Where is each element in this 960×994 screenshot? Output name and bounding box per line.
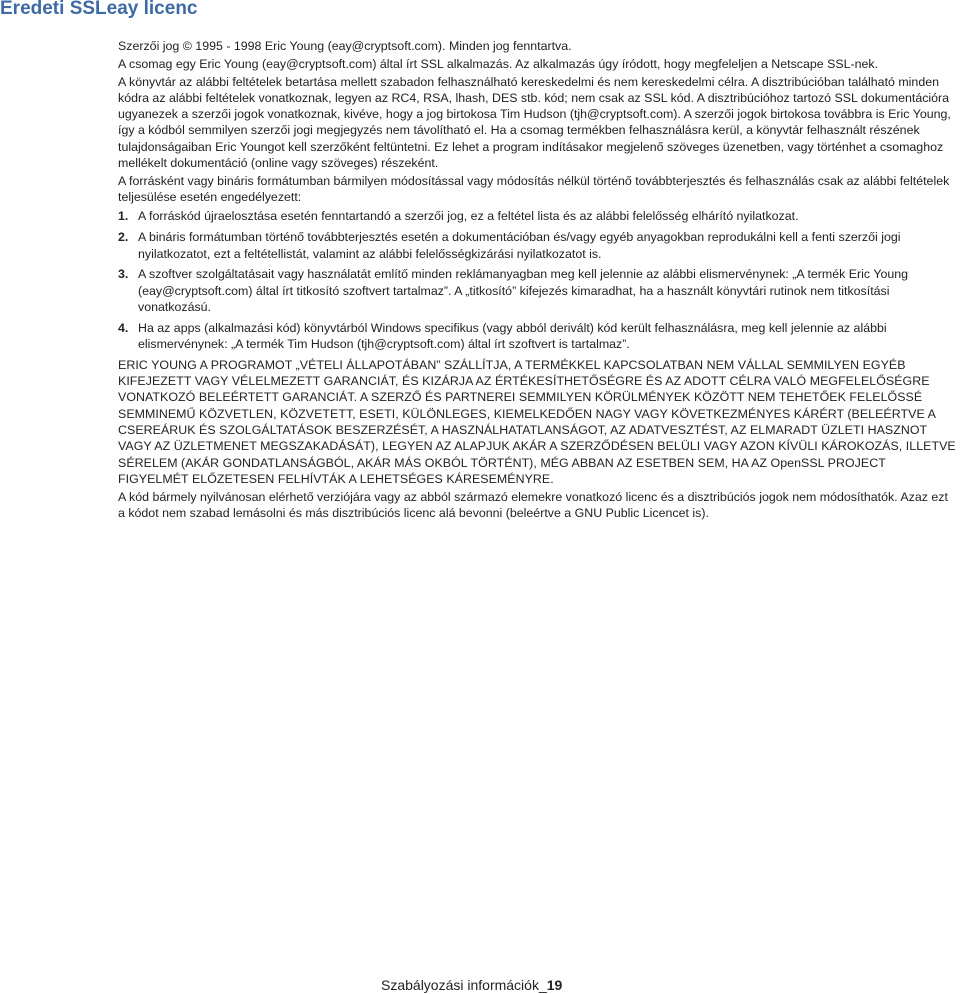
page-title: Eredeti SSLeay licenc — [0, 0, 198, 19]
copyright-paragraph: Szerzői jog © 1995 - 1998 Eric Young (eay@cryptsoft.com). Minden jog fenntartva. — [118, 39, 572, 53]
page-footer — [381, 977, 562, 993]
list-item-number: 3. — [118, 267, 129, 282]
list-item-text: A bináris formátumban történő továbbterjesztés esetén a dokumentációban és/vagy egyéb anyagokban reprodukálni kell a fenti szerzői jogi nyilatkozatot, ezt a feltétellistát, valamint az alábbi felelősségkizárási nyilatkozatot is. — [138, 230, 901, 261]
usage-terms-paragraph: A könyvtár az alábbi feltételek betartása mellett szabadon felhasználható kereskedelmi és nem kereskedelmi célra. A disztribúcióban található minden kódra az alábbi feltételek vonatkoznak, legyen az RC4, RSA, lhash, DES stb. kód; nem csak az SSL kód. A disztribúcióhoz tartozó SSL dokumentációra ugyanezek a szerzői jogok vonatkoznak, kivéve, hogy a jog birtokosa Tim Hudson (tjh@cryptsoft.com). A szerzői jogok birtokosa továbbra is Eric Young, így a kódból semmilyen szerzői jogi megjegyzés nem távolítható el. Ha a csomag termékben felhasználásra kerül, a könyvtár felhasznált részének tulajdonságaiban Eric Youngot kell szerzőként feltüntetni. Ez lehet a program indításakor megjelenő szöveges üzenetben, vagy történhet a csomaghoz mellékelt dokumentáció (online vagy szöveges) részeként. — [118, 74, 951, 171]
license-body — [118, 38, 958, 523]
list-item-text: A forráskód újraelosztása esetén fenntartandó a szerzői jog, ez a feltétel lista és az alábbi felelősség elhárító nyilatkozat. — [138, 209, 799, 224]
package-paragraph: A csomag egy Eric Young (eay@cryptsoft.com) által írt SSL alkalmazás. Az alkalmazás úgy íródott, hogy megfeleljen a Netscape SSL-nek. — [118, 56, 879, 71]
list-item — [118, 229, 958, 262]
footer-section-label: Szabályozási információk_ — [381, 977, 547, 993]
list-item — [118, 320, 958, 353]
disclaimer-paragraph: ERIC YOUNG A PROGRAMOT „VÉTELI ÁLLAPOTÁBAN” SZÁLLÍTJA, A TERMÉKKEL KAPCSOLATBAN NEM VÁLLAL SEMMILYEN EGYÉB KIFEJEZETT VAGY VÉLELMEZETT GARANCIÁT, ÉS KIZÁRJA AZ ÉRTÉKESÍTHETŐSÉGRE ÉS AZ ADOTT CÉLRA VALÓ MEGFELELŐSÉGRE VONATKOZÓ BELEÉRTETT GARANCIÁT. A SZERZŐ ÉS PARTNEREI SEMMILYEN KÖRÜLMÉNYEK KÖZÖTT NEM TEHETŐEK FELELŐSSÉ SEMMINEMŰ KÖZVETLEN, KÖZVETETT, ESETI, KÜLÖNLEGES, KIEMELKEDŐEN NAGY VAGY KÖVETKEZMÉNYES KÁRÉRT (BELEÉRTVE A CSEREÁRUK ÉS SZOLGÁLTATÁSOK BESZERZÉSÉT, A HASZNÁLHATATLANSÁGOT, AZ ADATVESZTÉST, AZ ELMARADT ÜZLETI HASZNOT VAGY AZ ÜZLETMENET MEGSZAKADÁSÁT), LEGYEN AZ ALAPJUK AKÁR A SZERZŐDÉSEN BELÜLI VAGY AZON KÍVÜLI KÁROKOZÁS, ILLETVE SÉRELEM (AKÁR GONDATLANSÁGBÓL, AKÁR MÁS OKBÓL TÖRTÉNT), MÉG ABBAN AZ ESETBEN SEM, HA AZ OpenSSL PROJECT FIGYELMÉT ELŐZETESEN FELHÍVTÁK A LEHETSÉGES KÁRESEMÉNYRE. — [118, 357, 956, 486]
list-item-number: 1. — [118, 209, 129, 224]
list-item-number: 4. — [118, 320, 129, 335]
conditions-list — [118, 208, 958, 352]
page-number: 19 — [546, 977, 563, 993]
list-item — [118, 208, 958, 224]
list-item-text: A szoftver szolgáltatásait vagy használatát említő minden reklámanyagban meg kell jelennie az alábbi elismervénynek: „A termék Eric Young (eay@cryptsoft.com) által írt titkosító szoftvert tartalmaz”. A „titkosító” kifejezés kimaradhat, ha a használt könyvtári rutinok nem titkosítási vonatkozású. — [138, 267, 909, 314]
license-scope-paragraph: A kód bármely nyilvánosan elérhető verziójára vagy az abból származó elemekre vonatkozó licenc és a disztribúciós jogok nem módosíthatók. Azaz ezt a kódot nem szabad lemásolni és más disztribúciós licenc alá bevonni (beleértve a GNU Public Licencet is). — [118, 489, 948, 521]
list-item — [118, 266, 958, 315]
list-item-number: 2. — [118, 230, 129, 245]
list-item-text: Ha az apps (alkalmazási kód) könyvtárból Windows specifikus (vagy abból derivált) kód került felhasználásra, meg kell jelennie az alábbi elismervénynek: „A termék Tim Hudson (tjh@cryptsoft.com) által írt szoftvert is tartalmaz”. — [138, 320, 887, 352]
redistribution-paragraph: A forrásként vagy bináris formátumban bármilyen módosítással vagy módosítás nélkül történő továbbterjesztés és felhasználás csak az alábbi feltételek teljesülése esetén engedélyezett: — [118, 173, 950, 205]
